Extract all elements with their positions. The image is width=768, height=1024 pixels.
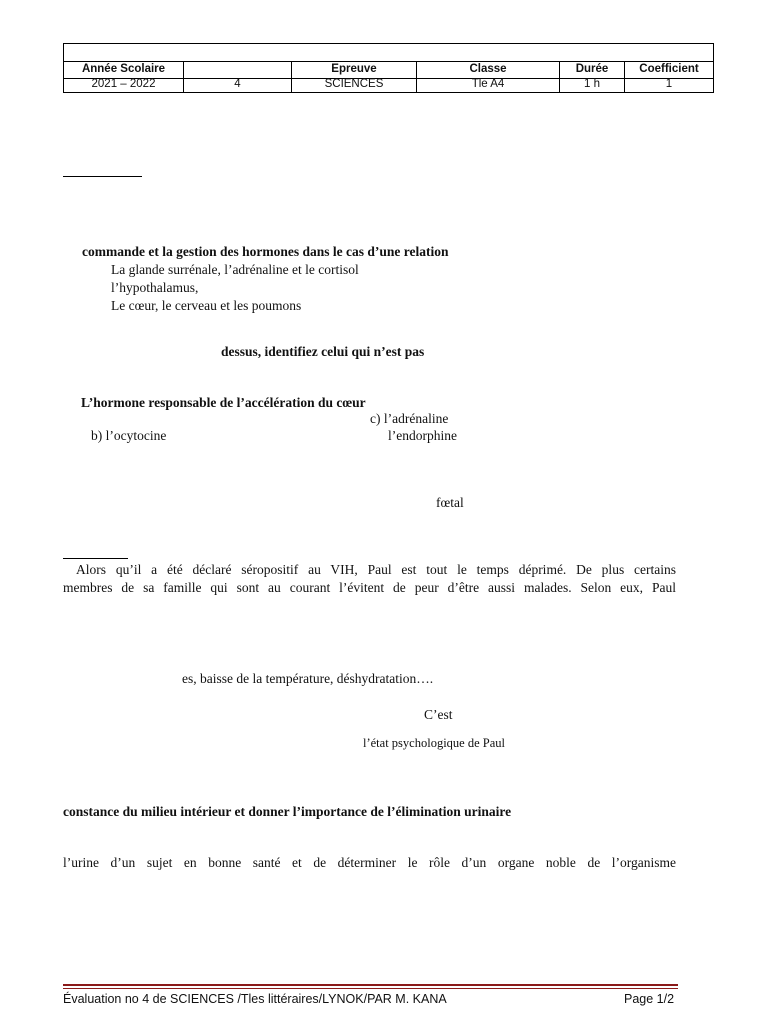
value-cell-classe: Tle A4 [417, 77, 560, 92]
q3-option-c: c) l’adrénaline [370, 411, 449, 426]
q4-fragment: fœtal [436, 495, 464, 510]
value-cell-epreuve: SCIENCES [292, 77, 417, 92]
value-cell-annee: 2021 – 2022 [64, 77, 184, 92]
footer-rule-thin [63, 988, 678, 989]
section-underline [63, 176, 142, 177]
value-cell-coefficient: 1 [665, 78, 673, 90]
q3-option-b: b) l’ocytocine [91, 428, 167, 443]
part3-line: l’urine d’un sujet en bonne santé et de déterminer le rôle d’un organe noble de l’organisme [63, 855, 676, 870]
text2-line1: Alors qu’il a été déclaré séropositif au VIH, Paul est tout le temps déprimé. De plus certains [76, 562, 676, 577]
q1-option-b: l’hypothalamus, [111, 280, 199, 295]
q3-option-d: l’endorphine [388, 428, 457, 443]
text2-fragment1: es, baisse de la température, déshydratation…. [182, 671, 434, 686]
footer-page-number: Page 1/2 [624, 992, 675, 1006]
text2-line2: membres de sa famille qui sont au courant l’évitent de peur d’être aussi malades. Selon eux, Paul [63, 580, 676, 595]
header-cell-annee: Année Scolaire [64, 62, 184, 78]
value-cell-number: 4 [184, 77, 292, 92]
q1-option-a: La glande surrénale, l’adrénaline et le cortisol [111, 262, 359, 277]
q3-stem: L’hormone responsable de l’accélération du cœur [81, 395, 366, 410]
section-underline-2 [63, 558, 128, 559]
header-table-value-row [64, 77, 713, 92]
header-cell-blank [184, 62, 292, 78]
header-table [63, 43, 714, 93]
text2-fragment2: C’est [424, 707, 453, 722]
q2-stem: dessus, identifiez celui qui n’est pas [221, 344, 425, 359]
header-cell-duree: Durée [560, 62, 625, 78]
q1-stem: commande et la gestion des hormones dans le cas d’une relation [82, 244, 449, 259]
header-cell-epreuve: Epreuve [292, 62, 417, 78]
text2-fragment3: l’état psychologique de Paul [363, 736, 505, 750]
value-cell-duree: 1 h [560, 77, 625, 92]
footer-left-text: Évaluation no 4 de SCIENCES /Tles littéraires/LYNOK/PAR M. KANA [63, 992, 447, 1006]
q1-option-c: Le cœur, le cerveau et les poumons [111, 298, 302, 313]
footer-rule-thick [63, 984, 678, 986]
header-cell-classe: Classe [417, 62, 560, 78]
part3-stem: constance du milieu intérieur et donner l’importance de l’élimination urinaire [63, 804, 512, 819]
header-cell-coefficient: Coefficient [639, 63, 699, 75]
